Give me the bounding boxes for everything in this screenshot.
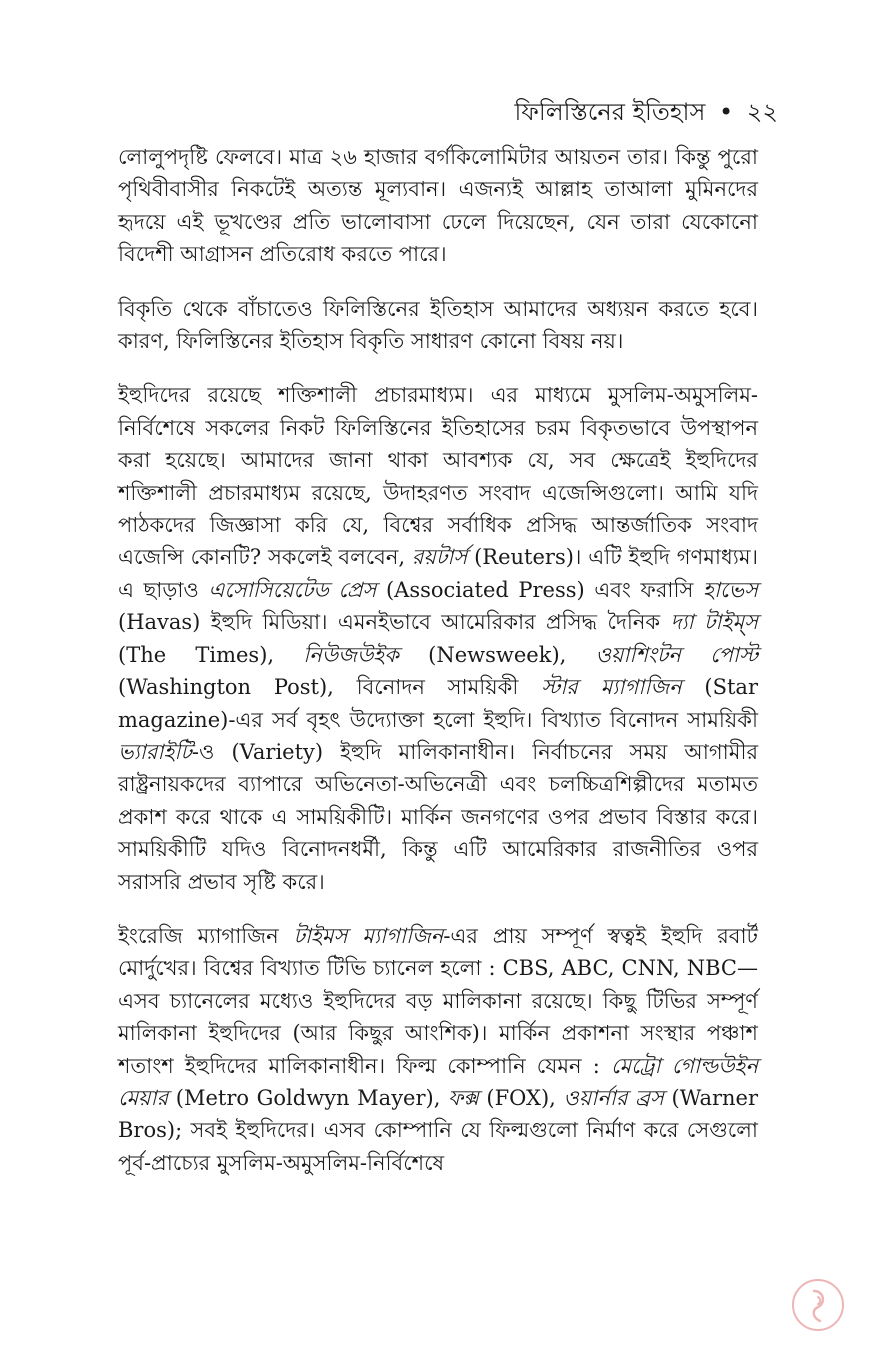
book-title: ফিলিস্তিনের ইতিহাস [514, 98, 706, 126]
text-run: (Star magazine)-এর সর্ব বৃহৎ উদ্যোক্তা হলো ইহুদি। বিখ্যাত বিনোদন সাময়িকী [118, 675, 758, 732]
text-run: -এর প্রায় সম্পূর্ণ স্বত্বই ইহুদি রবার্ট মোর্দুখের। বিশ্বের বিখ্যাত টিভি চ্যানেল হলো : CBS, ABC, CNN, NBC—এসব চ্যানেলের মধ্যেও ইহুদিদের বড় মালিকানা রয়েছে। কিছু টিভির সম্পূর্ণ মালিকানা ইহুদিদের (আর কিছুর আংশিক)। মার্কিন প্রকাশনা সংস্থার পঞ্চাশ শতাংশ ইহুদিদের মালিকানাধীন। ফিল্ম কোম্পানি যেমন : [118, 923, 758, 1078]
italic-title: নিউজউইক [303, 642, 399, 667]
text-run: (Washington Post), বিনোদন সাময়িকী [118, 675, 542, 700]
paragraph-4 [118, 920, 758, 1179]
text-run: -ও (Variety) ইহুদি মালিকানাধীন। নির্বাচনের সময় আগামীর রাষ্ট্রনায়কদের ব্যাপারে অভিনেতা-অভিনেত্রী এবং চলচ্চিত্রশিল্পীদের মতামত প্রকাশ করে থাকে এ সাময়িকীটি। মার্কিন জনগণের ওপর প্রভাব বিস্তার করে। সাময়িকীটি যদিও বিনোদনধর্মী, কিন্তু এটি আমেরিকার রাজনীতির ওপর সরাসরি প্রভাব সৃষ্টি করে। [118, 739, 758, 894]
italic-title: ওয়ার্নার ব্রস [563, 1085, 664, 1110]
text-run: বিকৃতি থেকে বাঁচাতেও ফিলিস্তিনের ইতিহাস আমাদের অধ্যয়ন করতে হবে। কারণ, ফিলিস্তিনের ইতিহাস বিকৃতি সাধারণ কোনো বিষয় নয়। [118, 296, 758, 354]
italic-title: ভ্যারাইটি [118, 739, 192, 764]
text-run: (Reuters)। এটি ইহুদি গণমাধ্যম। এ ছাড়াও [118, 545, 758, 602]
running-header [514, 96, 778, 128]
text-run: ইংরেজি ম্যাগাজিন [118, 923, 294, 948]
italic-title: স্টার ম্যাগাজিন [541, 675, 682, 700]
text-run: (Havas) ইহুদি মিডিয়া। এমনইভাবে আমেরিকার প্রসিদ্ধ দৈনিক [118, 610, 671, 635]
publisher-logo-icon [790, 1277, 846, 1333]
header-bullet: • [718, 98, 734, 126]
italic-title: এসোসিয়েটেড প্রেস [208, 577, 377, 602]
paragraph-2 [118, 293, 758, 358]
text-run: (Warner Bros); সবই ইহুদিদের। এসব কোম্পানি যে ফিল্মগুলো নির্মাণ করে সেগুলো পূর্ব-প্রাচ্যের মুসলিম-অমুসলিম-নির্বিশেষে [118, 1085, 759, 1175]
paragraph-1 [118, 141, 758, 271]
text-run: (The Times), [118, 642, 304, 667]
text-run: (Newsweek), [398, 642, 596, 667]
text-run: লোলুপদৃষ্টি ফেলবে। মাত্র ২৬ হাজার বর্গকিলোমিটার আয়তন তার। কিন্তু পুরো পৃথিবীবাসীর নিকটেই অত্যন্ত মূল্যবান। এজন্যই আল্লাহ তাআলা মুমিনদের হৃদয়ে এই ভূখণ্ডের প্রতি ভালোবাসা ঢেলে দিয়েছেন, যেন তারা যেকোনো বিদেশী আগ্রাসন প্রতিরোধ করতে পারে। [118, 145, 758, 267]
paragraph-3 [118, 379, 758, 898]
italic-title: ওয়াশিংটন পোস্ট [595, 642, 759, 667]
text-run: (Associated Press) এবং ফরাসি [376, 577, 703, 602]
text-run: (FOX), [478, 1085, 564, 1110]
text-run: (Metro Goldwyn Mayer), [168, 1085, 448, 1110]
italic-title: মেট্রো গোল্ডউইন মেয়ার [118, 1053, 758, 1110]
text-run: ইহুদিদের রয়েছে শক্তিশালী প্রচারমাধ্যম। এর মাধ্যমে মুসলিম-অমুসলিম-নির্বিশেষে সকলের নিকট ফিলিস্তিনের ইতিহাসের চরম বিকৃতভাবে উপস্থাপন করা হয়েছে। আমাদের জানা থাকা আবশ্যক যে, সব ক্ষেত্রেই ইহুদিদের শক্তিশালী প্রচারমাধ্যম রয়েছে, উদাহরণত সংবাদ এজেন্সিগুলো। আমি যদি পাঠকদের জিজ্ঞাসা করি যে, বিশ্বের সর্বাধিক প্রসিদ্ধ আন্তর্জাতিক সংবাদ এজেন্সি কোনটি? সকলেই বলবেন, [118, 383, 758, 570]
italic-title: দ্যা টাইম্‌স [670, 610, 758, 635]
italic-title: টাইমস ম্যাগাজিন [293, 923, 444, 948]
italic-title: হাভেস [702, 577, 758, 602]
page-body [118, 141, 758, 1179]
italic-title: ফক্স [448, 1085, 479, 1110]
page-number: ২২ [746, 98, 778, 126]
italic-title: রয়টার্স [411, 545, 468, 570]
